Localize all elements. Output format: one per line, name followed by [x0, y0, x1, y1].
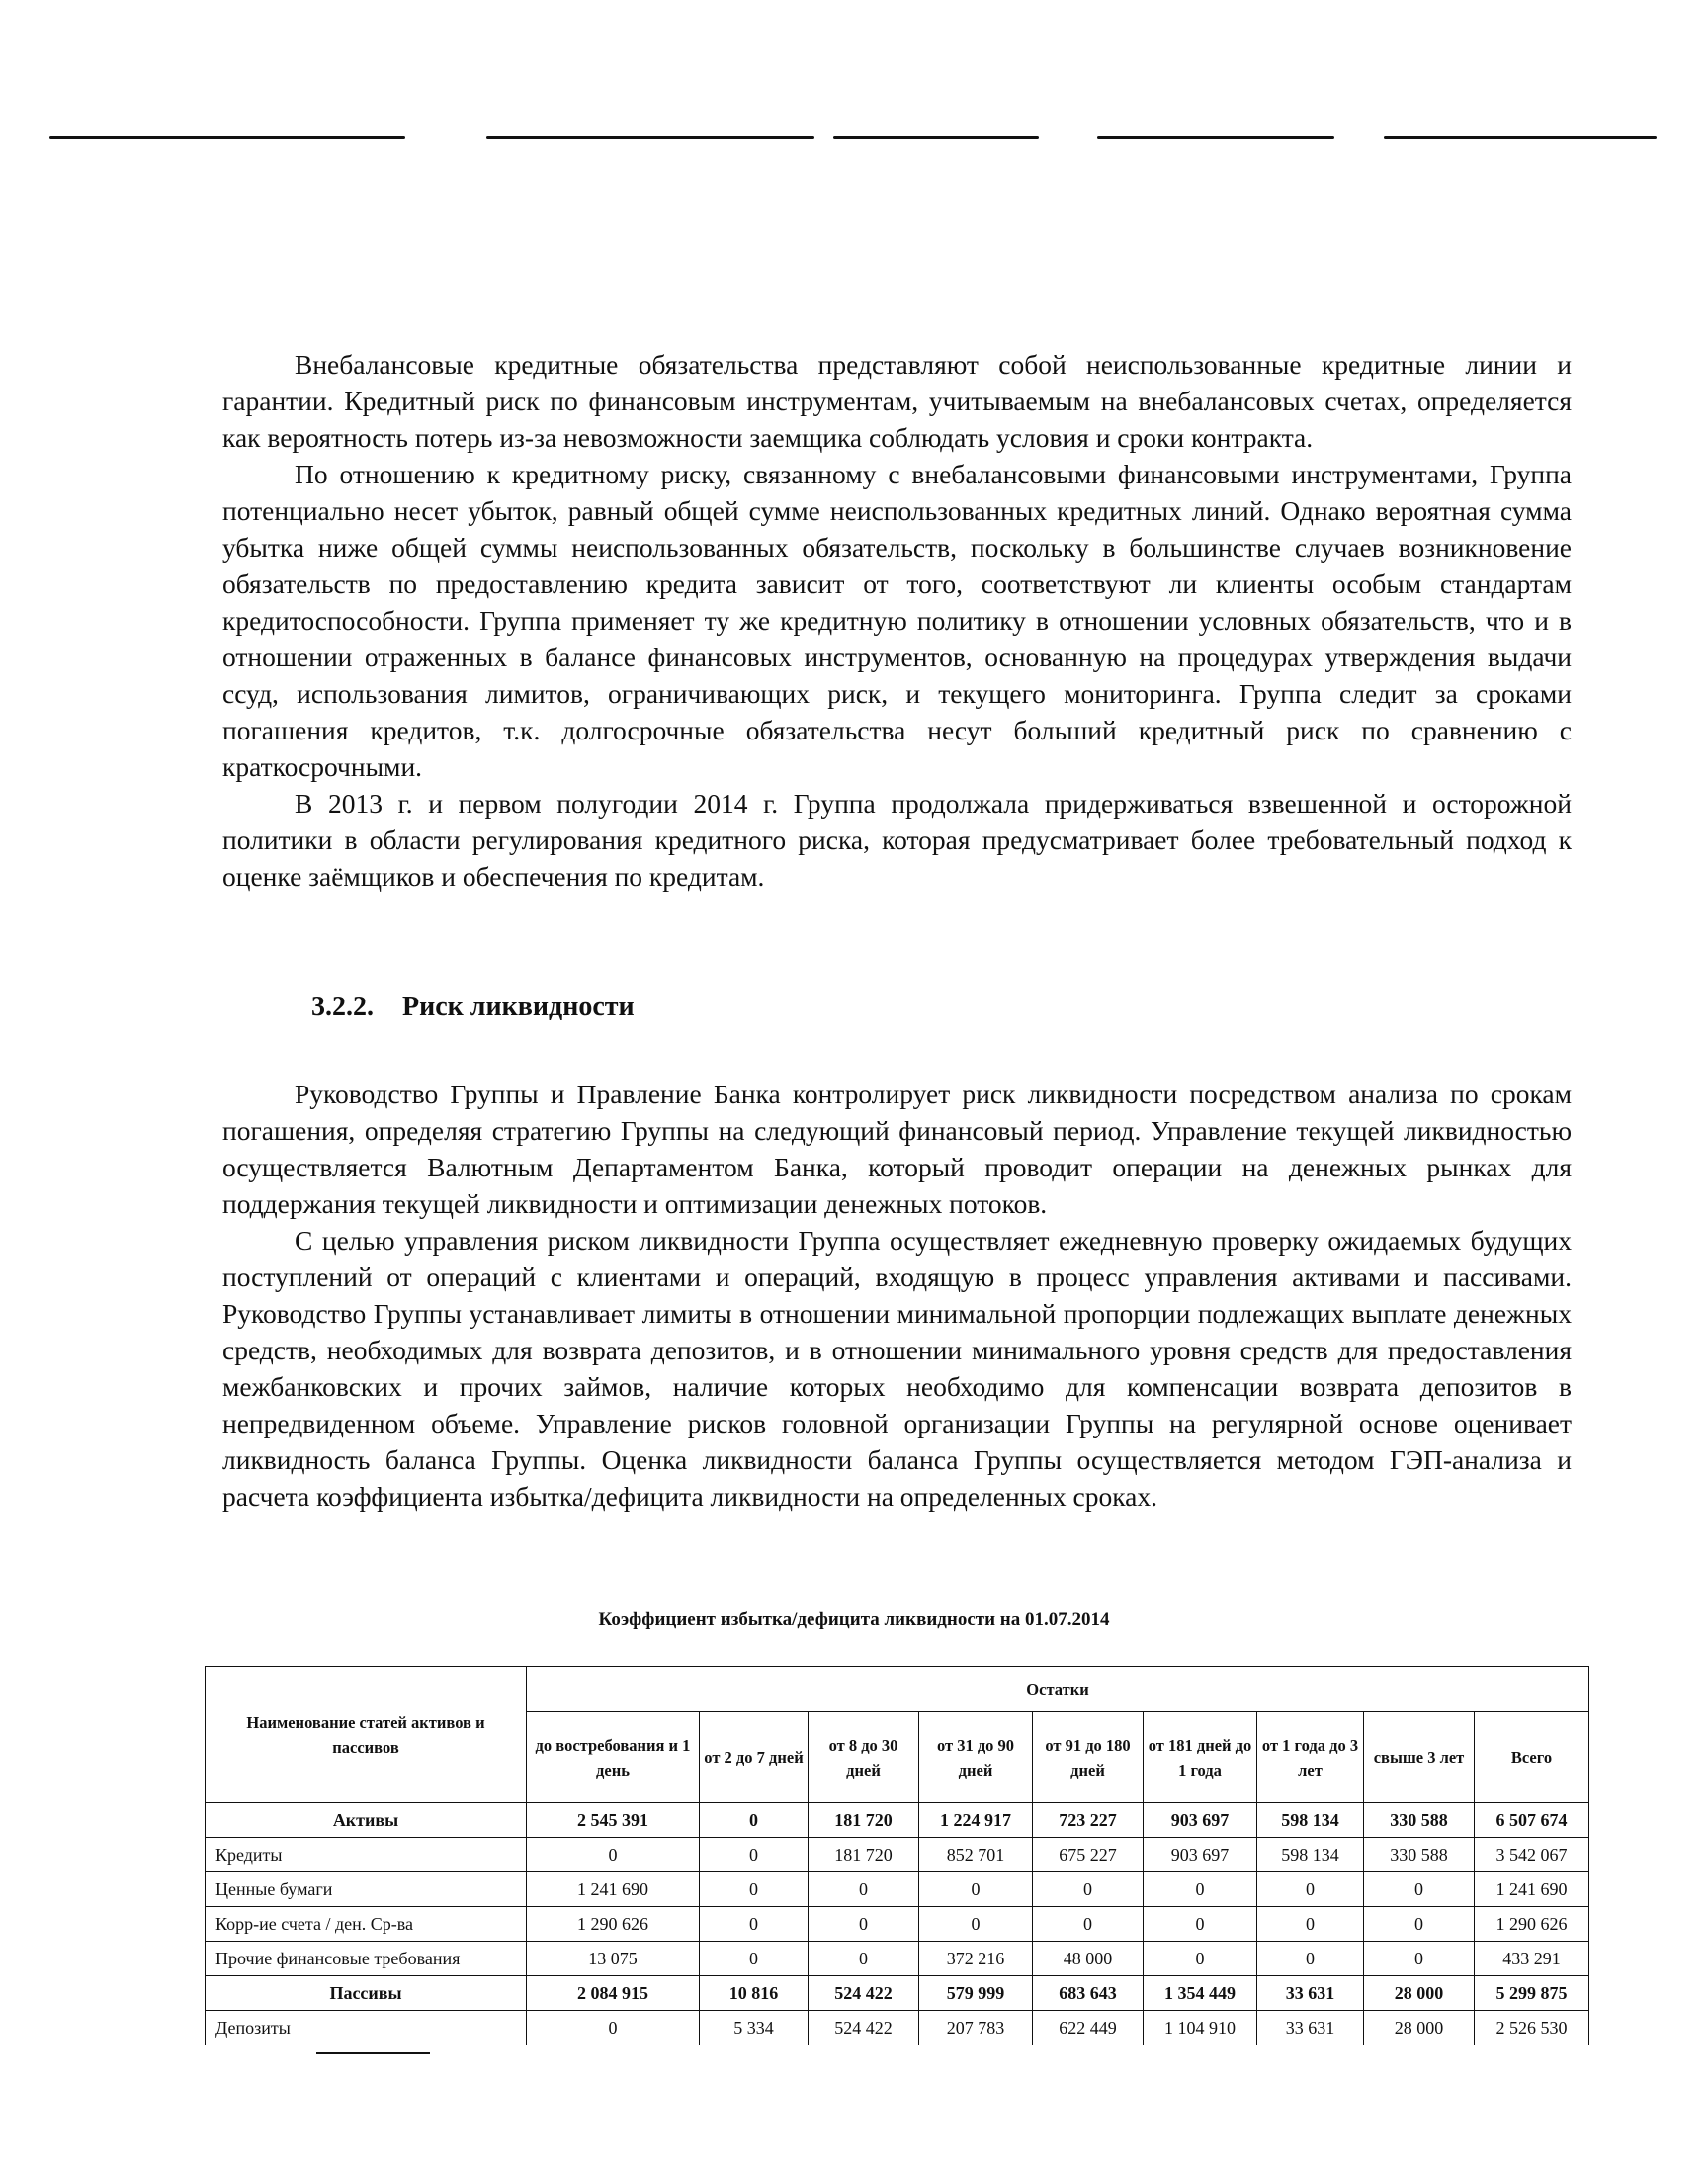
- cell-value: 0: [1033, 1872, 1144, 1907]
- name-column-header: Наименование статей активов и пассивов: [206, 1667, 527, 1803]
- cell-value: 2 084 915: [527, 1976, 700, 2011]
- cell-value: 372 216: [919, 1942, 1033, 1976]
- cell-value: 5 334: [700, 2011, 809, 2045]
- row-name: Ценные бумаги: [206, 1872, 527, 1907]
- cell-value: 0: [700, 1803, 809, 1838]
- cell-value: 0: [919, 1907, 1033, 1942]
- cell-value: 598 134: [1257, 1803, 1364, 1838]
- cell-value: 683 643: [1033, 1976, 1144, 2011]
- table-row: [206, 1838, 1589, 1872]
- cell-value: 0: [700, 1838, 809, 1872]
- column-header: от 1 года до 3 лет: [1257, 1712, 1364, 1803]
- liquidity-table: [205, 1666, 1589, 2045]
- cell-value: 0: [809, 1907, 919, 1942]
- cell-value: 0: [527, 2011, 700, 2045]
- table-title: Коэффициент избытка/дефицита ликвидности на 01.07.2014: [598, 1610, 1110, 1630]
- paragraph: По отношению к кредитному риску, связанному с внебалансовыми финансовыми инструментами, Группа потенциально несет убыток, равный общей сумме неиспользованных кредитных линий. Однако вероятная сумма убытка ниже общей суммы неиспользованных обязательств, поскольку в большинстве случаев возникновение обязательств по предоставлению кредита зависит от того, соответствуют ли клиенты особым стандартам кредитоспособности. Группа применяет ту же кредитную политику в отношении условных обязательств, что и в отношении отраженных в балансе финансовых инструментов, основанную на процедурах утверждения выдачи ссуд, использования лимитов, ограничивающих риск, и текущего мониторинга. Группа следит за сроками погашения кредитов, т.к. долгосрочные обязательства несут больший кредитный риск по сравнению с краткосрочными.: [222, 459, 1572, 782]
- cell-value: 2 526 530: [1475, 2011, 1589, 2045]
- cell-value: 598 134: [1257, 1838, 1364, 1872]
- cell-value: 330 588: [1364, 1803, 1475, 1838]
- cell-value: 1 241 690: [1475, 1872, 1589, 1907]
- column-header: Всего: [1475, 1712, 1589, 1803]
- cell-value: 0: [1033, 1907, 1144, 1942]
- cell-value: 28 000: [1364, 2011, 1475, 2045]
- cell-value: 5 299 875: [1475, 1976, 1589, 2011]
- cell-value: 330 588: [1364, 1838, 1475, 1872]
- row-name: Корр-ие счета / ден. Ср-ва: [206, 1907, 527, 1942]
- cell-value: 675 227: [1033, 1838, 1144, 1872]
- cell-value: 903 697: [1144, 1838, 1257, 1872]
- cell-value: 0: [700, 1907, 809, 1942]
- cell-value: 0: [1144, 1907, 1257, 1942]
- cell-value: 0: [1364, 1907, 1475, 1942]
- cell-value: 524 422: [809, 1976, 919, 2011]
- cell-value: 0: [809, 1942, 919, 1976]
- cell-value: 0: [527, 1838, 700, 1872]
- paragraph: С целью управления риском ликвидности Группа осуществляет ежедневную проверку ожидаемых будущих поступлений от операций с клиентами и операций, входящую в процесс управления активами и пассивами. Руководство Группы устанавливает лимиты в отношении минимальной пропорции подлежащих выплате денежных средств, необходимых для возврата депозитов, и в отношении минимального уровня средств для предоставления межбанковских и прочих займов, наличие которых необходимо для компенсации возврата депозитов в непредвиденном объеме. Управление рисков головной организации Группы на регулярной основе оценивает ликвидность баланса Группы. Оценка ликвидности баланса Группы осуществляется методом ГЭП-анализа и расчета коэффициента избытка/дефицита ликвидности на определенных сроках.: [222, 1225, 1572, 1512]
- column-header: от 31 до 90 дней: [919, 1712, 1033, 1803]
- cell-value: 1 290 626: [527, 1907, 700, 1942]
- paragraph: Руководство Группы и Правление Банка контролирует риск ликвидности посредством анализа по срокам погашения, определяя стратегию Группы на следующий финансовый период. Управление текущей ликвидностью осуществляется Валютным Департаментом Банка, который проводит операции на денежных рынках для поддержания текущей ликвидности и оптимизации денежных потоков.: [222, 1079, 1572, 1219]
- cell-value: 0: [1257, 1872, 1364, 1907]
- cell-value: 33 631: [1257, 1976, 1364, 2011]
- row-name: Депозиты: [206, 2011, 527, 2045]
- cell-value: 0: [1257, 1907, 1364, 1942]
- section-heading: [311, 992, 635, 1023]
- table-row: [206, 2011, 1589, 2045]
- table-row: [206, 1872, 1589, 1907]
- text-block-top: [222, 346, 1572, 895]
- row-name: Пассивы: [206, 1976, 527, 2011]
- header-rule-1: [49, 136, 405, 139]
- cell-value: 10 816: [700, 1976, 809, 2011]
- header-rule-2: [486, 136, 814, 139]
- cell-value: 579 999: [919, 1976, 1033, 2011]
- header-rule-5: [1384, 136, 1657, 139]
- cell-value: 0: [700, 1872, 809, 1907]
- table-row: [206, 1942, 1589, 1976]
- column-header: до востребования и 1 день: [527, 1712, 700, 1803]
- text-block-bottom: [222, 1076, 1572, 1515]
- cell-value: 0: [1144, 1872, 1257, 1907]
- balances-group-header: Остатки: [527, 1667, 1589, 1712]
- cell-value: 524 422: [809, 2011, 919, 2045]
- cell-value: 0: [1257, 1942, 1364, 1976]
- header-rule-3: [833, 136, 1039, 139]
- cell-value: 13 075: [527, 1942, 700, 1976]
- column-header: от 91 до 180 дней: [1033, 1712, 1144, 1803]
- cell-value: 33 631: [1257, 2011, 1364, 2045]
- table-row: [206, 1803, 1589, 1838]
- cell-value: 0: [700, 1942, 809, 1976]
- cell-value: 0: [1144, 1942, 1257, 1976]
- cell-value: 0: [919, 1872, 1033, 1907]
- cell-value: 852 701: [919, 1838, 1033, 1872]
- paragraph: Внебалансовые кредитные обязательства представляют собой неиспользованные кредитные линии и гарантии. Кредитный риск по финансовым инструментам, учитываемым на внебалансовых счетах, определяется как вероятность потерь из-за невозможности заемщика соблюдать условия и сроки контракта.: [222, 349, 1572, 453]
- row-name: Кредиты: [206, 1838, 527, 1872]
- cell-value: 1 290 626: [1475, 1907, 1589, 1942]
- column-header: от 181 дней до 1 года: [1144, 1712, 1257, 1803]
- row-name: Прочие финансовые требования: [206, 1942, 527, 1976]
- column-header: свыше 3 лет: [1364, 1712, 1475, 1803]
- section-title: Риск ликвидности: [402, 992, 635, 1022]
- table-row: [206, 1976, 1589, 2011]
- cell-value: 433 291: [1475, 1942, 1589, 1976]
- row-name: Активы: [206, 1803, 527, 1838]
- cell-value: 0: [809, 1872, 919, 1907]
- cell-value: 1 224 917: [919, 1803, 1033, 1838]
- cell-value: 903 697: [1144, 1803, 1257, 1838]
- paragraph: В 2013 г. и первом полугодии 2014 г. Группа продолжала придерживаться взвешенной и осторожной политики в области регулирования кредитного риска, которая предусматривает более требовательный подход к оценке заёмщиков и обеспечения по кредитам.: [222, 788, 1572, 892]
- cell-value: 207 783: [919, 2011, 1033, 2045]
- cell-value: 6 507 674: [1475, 1803, 1589, 1838]
- section-number: 3.2.2.: [311, 992, 374, 1022]
- table-row: [206, 1907, 1589, 1942]
- header-rule-4: [1097, 136, 1334, 139]
- cell-value: 1 104 910: [1144, 2011, 1257, 2045]
- cell-value: 622 449: [1033, 2011, 1144, 2045]
- cell-value: 1 241 690: [527, 1872, 700, 1907]
- cell-value: 2 545 391: [527, 1803, 700, 1838]
- table-end-rule: [316, 2052, 430, 2054]
- column-header: от 8 до 30 дней: [809, 1712, 919, 1803]
- cell-value: 0: [1364, 1942, 1475, 1976]
- cell-value: 48 000: [1033, 1942, 1144, 1976]
- cell-value: 1 354 449: [1144, 1976, 1257, 2011]
- cell-value: 28 000: [1364, 1976, 1475, 2011]
- cell-value: 723 227: [1033, 1803, 1144, 1838]
- cell-value: 181 720: [809, 1803, 919, 1838]
- column-header: от 2 до 7 дней: [700, 1712, 809, 1803]
- cell-value: 0: [1364, 1872, 1475, 1907]
- cell-value: 3 542 067: [1475, 1838, 1589, 1872]
- cell-value: 181 720: [809, 1838, 919, 1872]
